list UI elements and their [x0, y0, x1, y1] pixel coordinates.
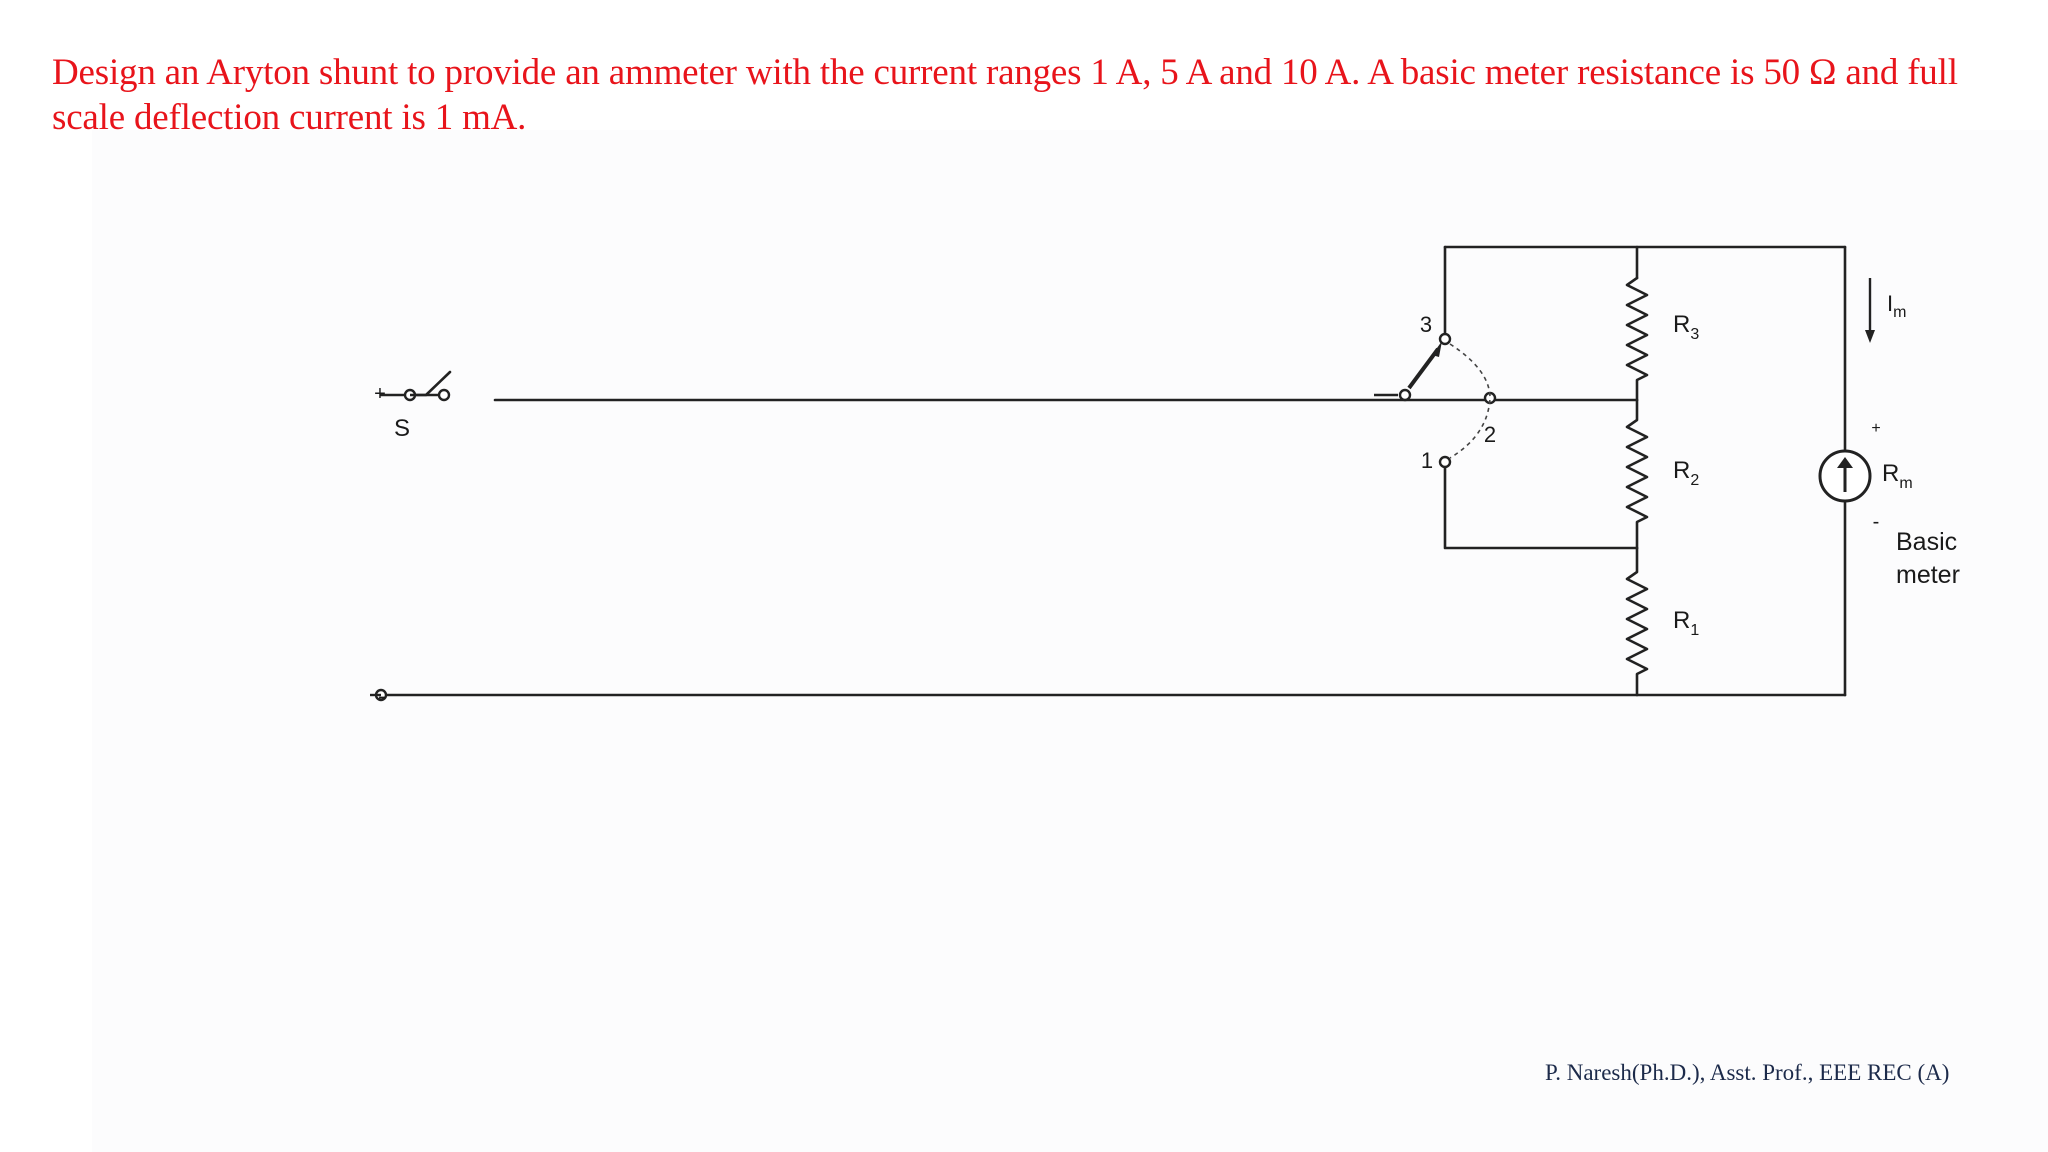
contact-1	[1440, 457, 1450, 467]
meter-plus-label: +	[1871, 420, 1881, 437]
terminal-plus-label: +	[374, 383, 386, 405]
switch-blade	[447, 345, 1436, 391]
footer-credit: P. Naresh(Ph.D.), Asst. Prof., EEE REC (A)	[1545, 1060, 1950, 1085]
resistor-r3	[1627, 278, 1647, 400]
switch-label: S	[393, 415, 411, 442]
switch-pivot	[1400, 390, 1410, 400]
terminal-minus-label: -	[378, 683, 386, 710]
r1-label: $R_1$	[1673, 607, 1700, 639]
resistor-r1	[1627, 548, 1647, 695]
resistor-r2	[1627, 400, 1647, 548]
meter-label-line2: meter	[1896, 561, 1960, 589]
meter-label-line1: Basic	[1896, 528, 1958, 556]
contact-3	[1440, 334, 1450, 344]
meter-minus-label: -	[1872, 511, 1880, 533]
selector-switch	[410, 340, 1436, 400]
question-text: Design an Aryton shunt to provide an ammeter with the current ranges 1 A, 5 A and 10 A. A basic meter resistance is 50 Ω and full scale deflection current is 1 mA.	[52, 52, 1958, 138]
position-2-label: 2	[1483, 422, 1497, 447]
rm-label: $R_m$	[1882, 460, 1913, 492]
wire-pos1	[1445, 462, 1637, 548]
r2-label: $R_2$	[1673, 457, 1700, 489]
position-1-label: 1	[1420, 448, 1434, 473]
position-3-label: 3	[1419, 312, 1433, 337]
r3-label: $R_3$	[1673, 311, 1700, 343]
im-label: $I_m$	[1887, 291, 1907, 321]
basic-meter	[1820, 451, 1870, 501]
current-arrow-icon	[1865, 278, 1875, 343]
